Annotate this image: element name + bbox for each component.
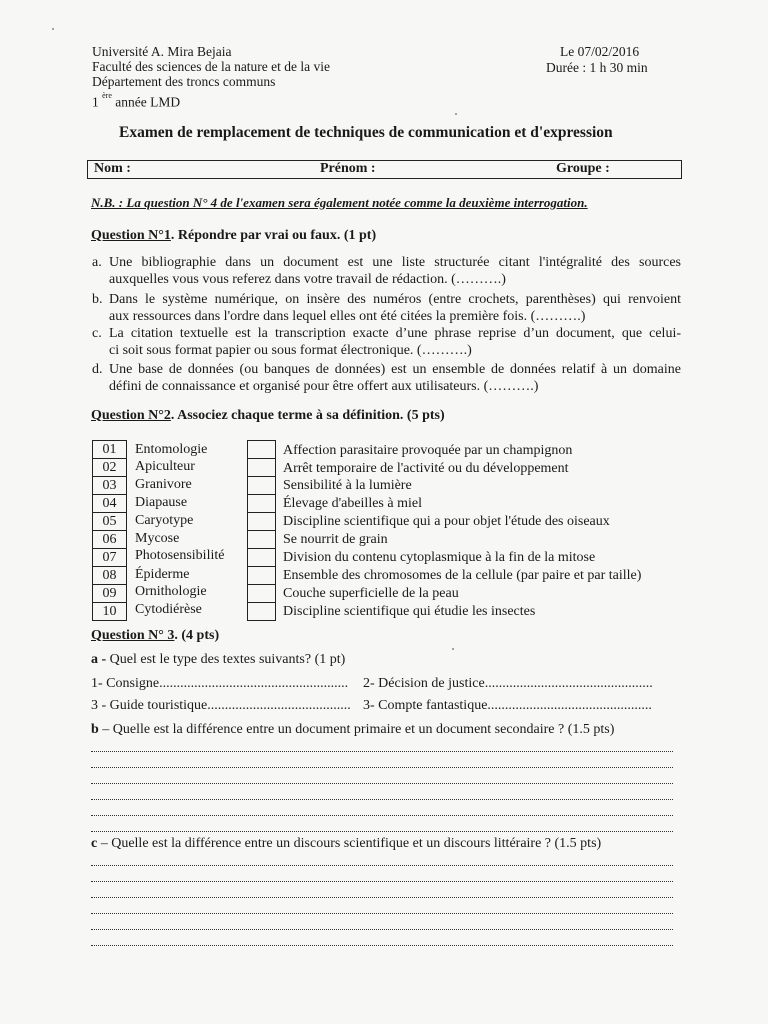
answer-box[interactable] <box>247 584 276 603</box>
q3-row-2-right <box>363 698 652 714</box>
answer-box[interactable] <box>247 566 276 585</box>
q1-item-letter: a. <box>92 255 102 270</box>
q3-row-2-left <box>91 698 351 714</box>
term-label: Cytodiérèse <box>135 602 202 617</box>
student-id-box <box>87 160 682 179</box>
term-number-box: 10 <box>92 602 127 621</box>
term-label: Granivore <box>135 477 192 492</box>
answer-line[interactable] <box>91 897 673 898</box>
answer-box[interactable] <box>247 476 276 495</box>
exam-title: Examen de remplacement de techniques de communication et d'expression <box>119 124 613 141</box>
question-3-heading <box>91 628 219 644</box>
definition-text: Division du contenu cytoplasmique à la fin de la mitose <box>283 550 596 565</box>
answer-line[interactable] <box>91 929 673 930</box>
text-type-item: 2- Décision de justice <box>363 676 485 691</box>
question-1-heading <box>91 228 376 244</box>
q1-item-text: Une bibliographie dans un document est une liste structurée citant l'intégralité des sources <box>109 255 681 270</box>
term-number-box: 04 <box>92 494 127 513</box>
q3-part-c-prefix: c <box>91 836 98 851</box>
answer-line[interactable] <box>91 751 673 752</box>
answer-box[interactable] <box>247 548 276 567</box>
term-number-box: 07 <box>92 548 127 567</box>
definition-text: Discipline scientifique qui étudie les insectes <box>283 604 536 619</box>
prenom-field[interactable]: Prénom : <box>320 161 376 176</box>
definition-text: Affection parasitaire provoquée par un champignon <box>283 443 573 458</box>
year-superscript: ère <box>102 91 112 100</box>
answer-line[interactable] <box>91 831 673 832</box>
q3-part-a-prefix: a - <box>91 652 107 667</box>
term-label: Apiculteur <box>135 459 195 474</box>
question-3-points: . (4 pts) <box>174 628 220 643</box>
answer-box[interactable] <box>247 440 276 459</box>
q3-part-a-text: Quel est le type des textes suivants? (1 pt) <box>106 652 346 667</box>
q1-item-text: La citation textuelle est la transcription exacte d’une phrase reprise d’un document, que celui- <box>109 326 681 341</box>
university-name: Université A. Mira Bejaia <box>92 44 232 59</box>
term-label: Caryotype <box>135 513 194 528</box>
year-level <box>92 91 180 110</box>
answer-line[interactable] <box>91 767 673 768</box>
definition-text: Discipline scientifique qui a pour objet l'étude des oiseaux <box>283 514 610 529</box>
definition-text: Élevage d'abeilles à miel <box>283 496 422 511</box>
answer-line[interactable] <box>91 945 673 946</box>
exam-note: N.B. : La question N° 4 de l'examen sera également notée comme la deuxième interrogation. <box>91 195 588 210</box>
q3-part-c <box>91 836 601 852</box>
answer-box[interactable] <box>247 512 276 531</box>
q3-part-b-prefix: b <box>91 722 99 737</box>
term-number-box: 09 <box>92 584 127 603</box>
q1-item-text: Une base de données (ou banques de données) est un ensemble de données relatif à un domaine <box>109 362 681 377</box>
term-label: Entomologie <box>135 442 208 457</box>
question-3-label: Question N° 3 <box>91 628 175 643</box>
answer-box[interactable] <box>247 602 276 621</box>
term-number-box: 06 <box>92 530 127 549</box>
groupe-field[interactable]: Groupe : <box>556 161 610 176</box>
term-number-box: 03 <box>92 476 127 495</box>
definition-text: Couche superficielle de la peau <box>283 586 459 601</box>
text-type-item: 1- Consigne <box>91 676 160 691</box>
answer-line[interactable] <box>91 799 673 800</box>
term-label: Mycose <box>135 531 180 546</box>
term-number-box: 01 <box>92 440 127 459</box>
question-1-instruction: . Répondre par vrai ou faux. (1 pt) <box>170 228 377 243</box>
term-label: Diapause <box>135 495 188 510</box>
q3-part-b-text: – Quelle est la différence entre un document primaire et un document secondaire ? (1.5 pts) <box>98 722 615 737</box>
q1-item-letter: c. <box>92 326 102 341</box>
question-1-label: Question N°1 <box>91 228 171 243</box>
scan-speck <box>452 648 454 650</box>
q3-row-1-left <box>91 676 348 692</box>
q3-part-c-text: – Quelle est la différence entre un discours scientifique et un discours littéraire ? (1.5 pts) <box>97 836 602 851</box>
definition-text: Se nourrit de grain <box>283 532 388 547</box>
answer-dots[interactable]: ................................................ <box>484 676 653 691</box>
answer-line[interactable] <box>91 783 673 784</box>
year-number: 1 <box>92 94 99 110</box>
question-2-label: Question N°2 <box>91 408 171 423</box>
question-2-instruction: . Associez chaque terme à sa définition. (5 pts) <box>170 408 445 423</box>
q3-row-1-right <box>363 676 653 692</box>
q1-item-text: aux ressources dans l'ordre dans lequel elles ont été citées la première fois. (……….) <box>109 309 586 324</box>
exam-date: Le 07/02/2016 <box>560 44 640 59</box>
answer-line[interactable] <box>91 815 673 816</box>
term-number-box: 08 <box>92 566 127 585</box>
q3-part-b <box>91 722 614 738</box>
scan-speck <box>52 28 54 30</box>
faculty-name: Faculté des sciences de la nature et de la vie <box>92 59 331 74</box>
answer-line[interactable] <box>91 913 673 914</box>
answer-dots[interactable]: ............................................... <box>487 698 652 713</box>
answer-box[interactable] <box>247 458 276 477</box>
nom-field[interactable]: Nom : <box>94 161 131 176</box>
q1-item-text: Dans le système numérique, on insère des numéros (entre crochets, parenthèses) qui renvoient <box>109 292 681 307</box>
answer-line[interactable] <box>91 865 673 866</box>
q1-item-text: auxquelles vous vous referez dans votre travail de rédaction. (……….) <box>109 272 506 287</box>
definition-text: Ensemble des chromosomes de la cellule (par paire et par taille) <box>283 568 642 583</box>
exam-duration: Durée : 1 h 30 min <box>546 60 648 75</box>
answer-line[interactable] <box>91 881 673 882</box>
department-name: Département des troncs communs <box>92 74 276 89</box>
q1-item-text: ci soit sous format papier ou sous format électronique. (……….) <box>109 343 472 358</box>
term-number-box: 02 <box>92 458 127 477</box>
answer-box[interactable] <box>247 530 276 549</box>
answer-box[interactable] <box>247 494 276 513</box>
year-label: année LMD <box>115 94 181 110</box>
term-label: Photosensibilité <box>135 548 225 563</box>
q3-part-a <box>91 652 345 668</box>
term-label: Ornithologie <box>135 584 207 599</box>
answer-dots[interactable]: ...................................................... <box>159 676 349 691</box>
text-type-item: 3- Compte fantastique <box>363 698 488 713</box>
term-label: Épiderme <box>135 567 190 582</box>
answer-dots[interactable]: ......................................... <box>207 698 351 713</box>
text-type-item: 3 - Guide touristique <box>91 698 208 713</box>
definition-text: Arrêt temporaire de l'activité ou du développement <box>283 461 569 476</box>
definition-text: Sensibilité à la lumière <box>283 478 412 493</box>
q1-item-letter: b. <box>92 292 103 307</box>
q1-item-text: défini de connaissance et organisé pour être offert aux utilisateurs. (……….) <box>109 379 539 394</box>
q1-item-letter: d. <box>92 362 103 377</box>
question-2-heading <box>91 408 445 424</box>
scan-speck <box>455 113 457 115</box>
term-number-box: 05 <box>92 512 127 531</box>
